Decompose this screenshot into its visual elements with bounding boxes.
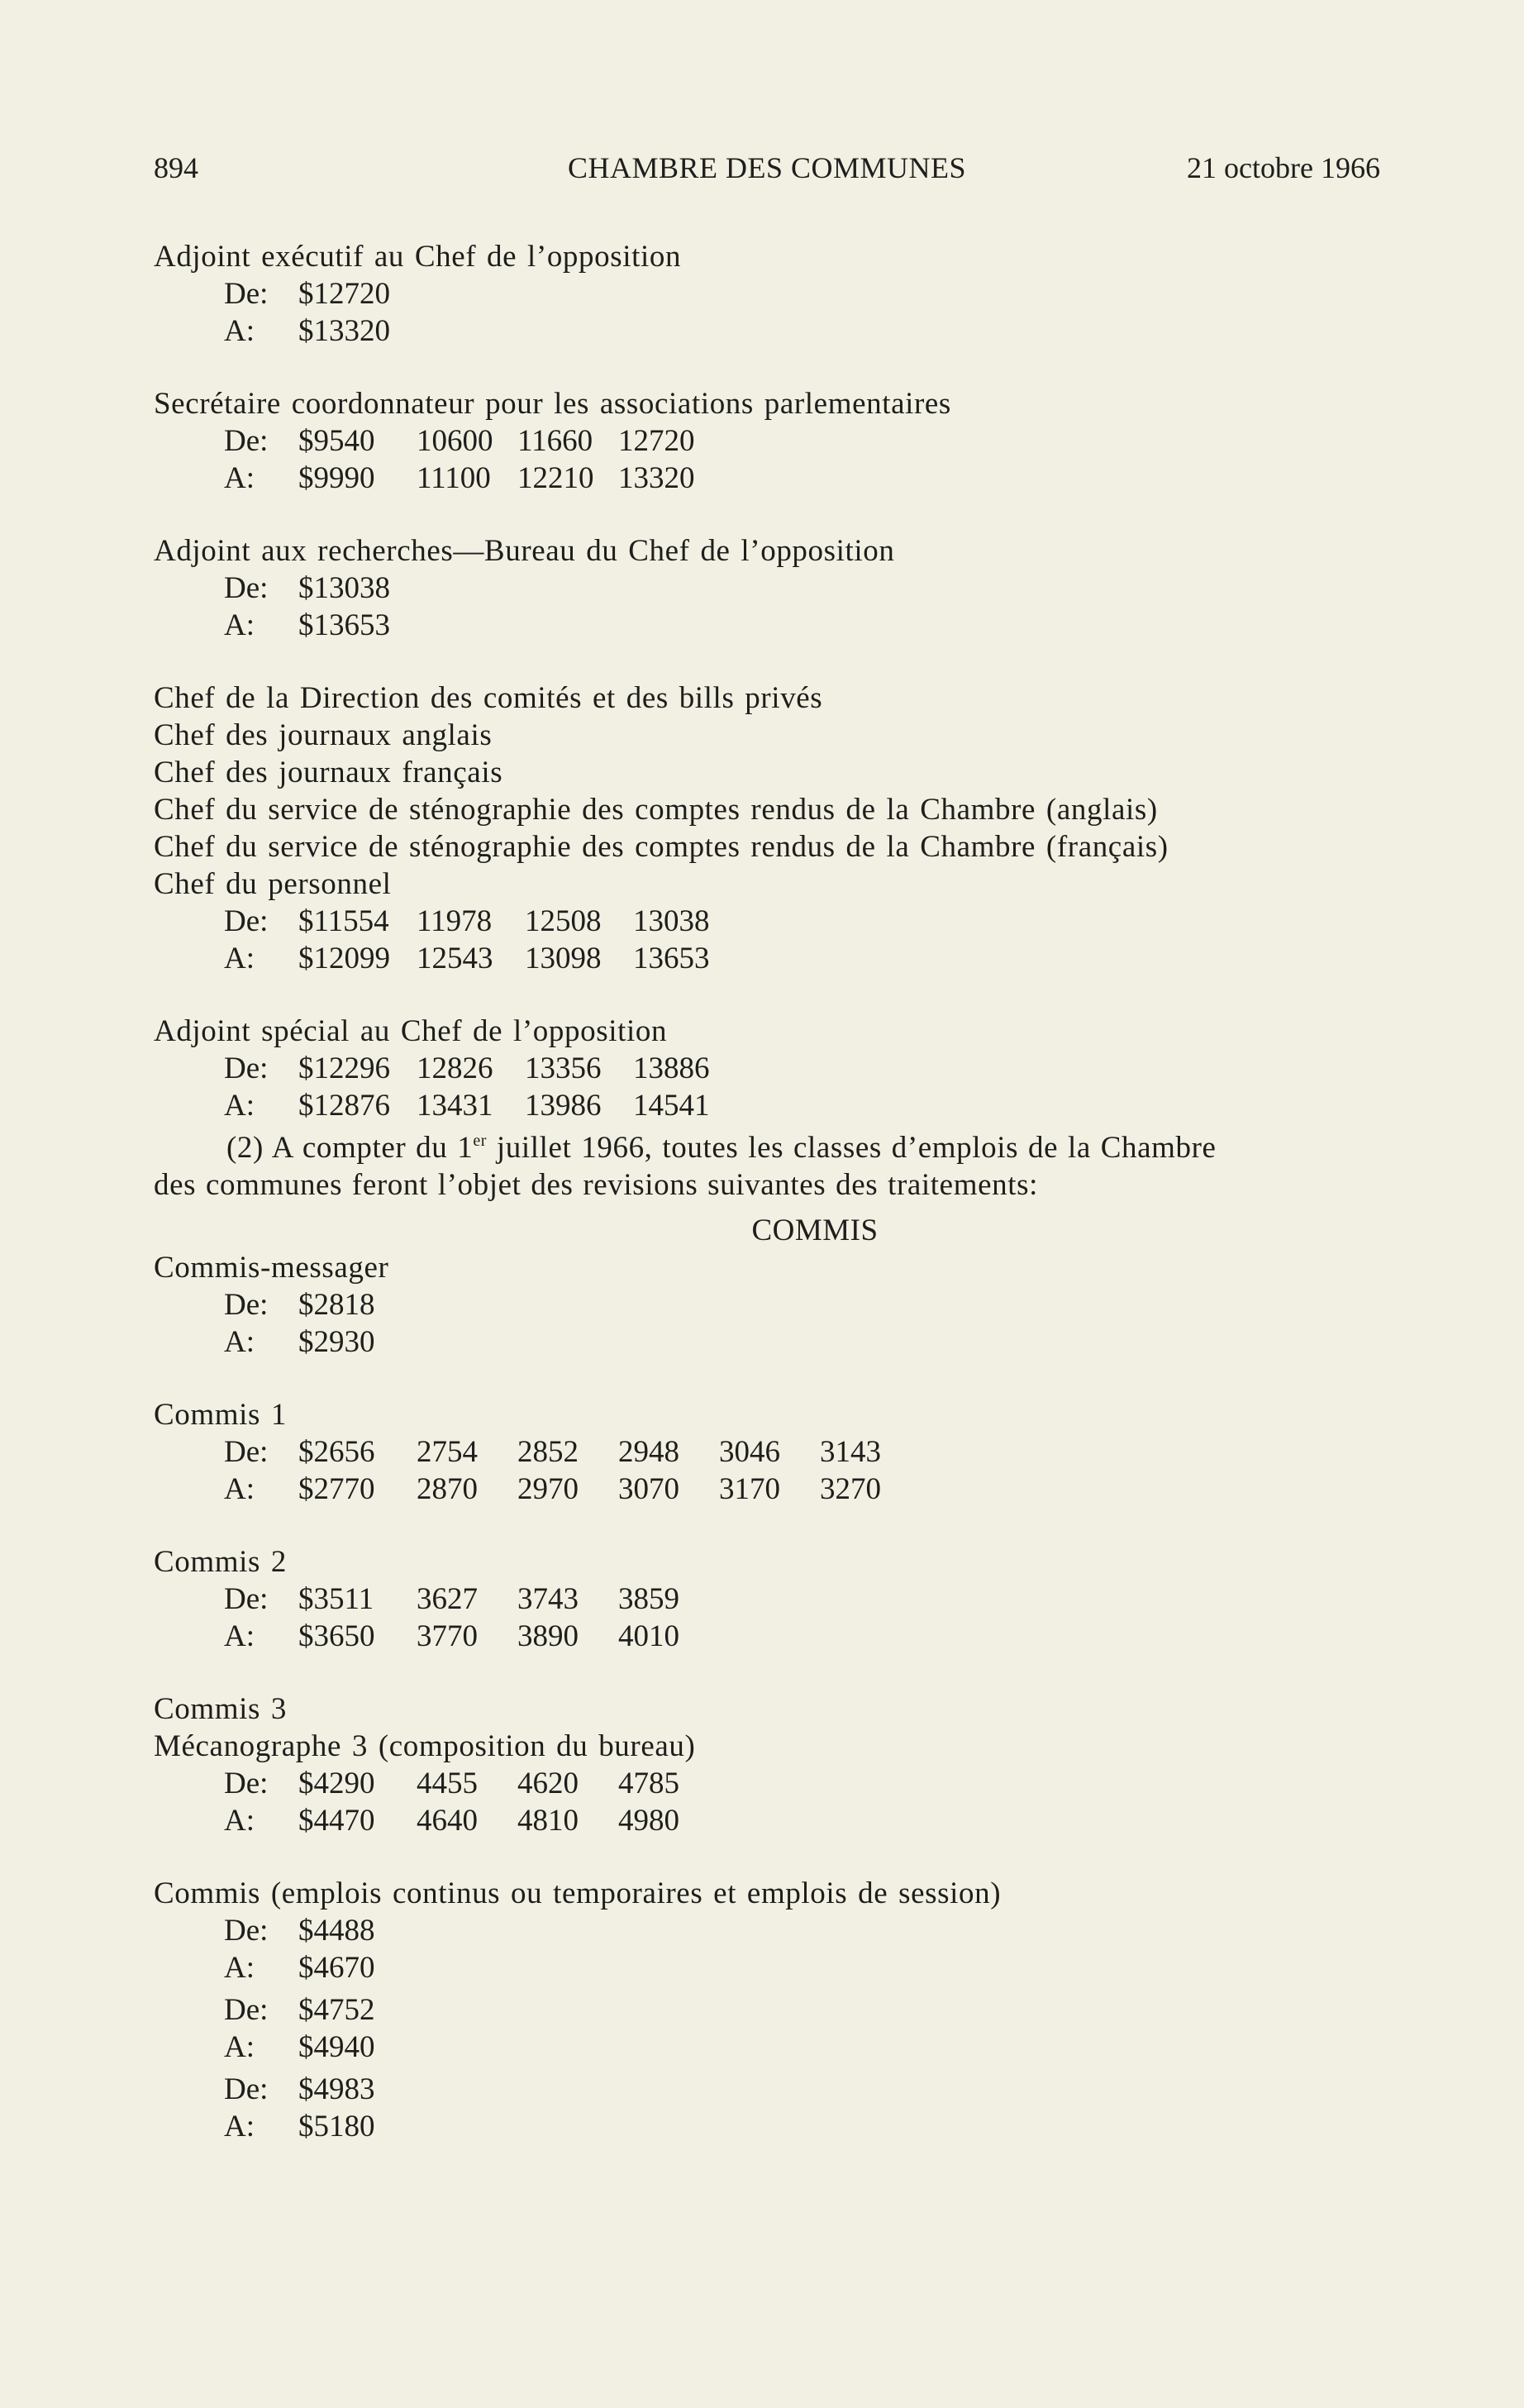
position-title: Commis 3 [154,1692,287,1726]
rate-value: 3143 [820,1435,881,1469]
section-heading: COMMIS [751,1214,879,1247]
running-title: CHAMBRE DES COMMUNES [567,151,967,184]
position-title: Adjoint spécial au Chef de l’opposition [154,1014,668,1048]
rate-row-de [154,422,1385,460]
rate-value: $12099 [298,942,390,975]
a-label: A: [224,608,255,642]
rate-value: 2948 [618,1435,679,1469]
rate-value: $12876 [298,1089,390,1123]
rate-value: $3511 [298,1582,374,1616]
rate-value: 3743 [517,1582,579,1616]
rate-value: 10600 [417,424,493,458]
rate-value: $4670 [298,1951,375,1985]
rate-row-de [154,1286,1385,1323]
rate-value: 3270 [820,1472,881,1506]
page-date: 21 octobre 1966 [1187,151,1380,184]
rate-value: 13038 [633,904,710,938]
rate-value: $4488 [298,1914,375,1948]
rate-value: 4640 [417,1804,478,1838]
rate-value: 12508 [525,904,602,938]
rate-value: $13038 [298,571,390,605]
rate-value: 12826 [417,1051,493,1085]
position-title: Chef du personnel [154,867,392,901]
page-header [154,150,1380,192]
rate-value: 2754 [417,1435,478,1469]
de-label: De: [224,1051,269,1085]
a-label: A: [224,1804,255,1838]
rate-value: $4983 [298,2072,375,2106]
paragraph-line: des communes feront l’objet des revisions suivantes des traitements: [154,1168,1038,1202]
rate-value: $9990 [298,461,375,495]
rate-value: 12720 [618,424,695,458]
rate-value: $5180 [298,2110,375,2143]
rate-value: 13986 [525,1089,602,1123]
rate-value: $2818 [298,1288,375,1322]
rate-value: 3046 [719,1435,780,1469]
rate-value: 13431 [417,1089,493,1123]
a-label: A: [224,314,255,348]
rate-row-a [154,1471,1385,1508]
position-title: Chef du service de sténographie des comptes rendus de la Chambre (anglais) [154,793,1158,827]
rate-value: 3890 [517,1619,579,1653]
position-title: Commis-messager [154,1251,389,1285]
de-label: De: [224,1914,269,1948]
body-paragraph [154,1129,1385,1204]
position-title: Chef des journaux français [154,756,503,789]
rate-value: 3070 [618,1472,679,1506]
rate-value: 11660 [517,424,593,458]
rate-row-de [154,1991,1385,2029]
rate-value: 2970 [517,1472,579,1506]
rate-value: 13098 [525,942,602,975]
rate-row-a [154,1949,1385,1986]
rate-value: $9540 [298,424,375,458]
rate-value: $11554 [298,904,389,938]
a-label: A: [224,942,255,975]
rate-value: 2852 [517,1435,579,1469]
rate-value: $4940 [298,2030,375,2064]
rate-row-de [154,903,1385,940]
rate-row-a [154,460,1385,497]
rate-value: 11100 [417,461,491,495]
a-label: A: [224,461,255,495]
de-label: De: [224,571,269,605]
position-title: Mécanographe 3 (composition du bureau) [154,1729,696,1763]
rate-value: 4620 [517,1767,579,1800]
paragraph-line: (2) A compter du 1er juillet 1966, toutes les classes d’emplois de la Chambre [226,1131,1217,1165]
rate-value: $13653 [298,608,390,642]
position-title: Chef des journaux anglais [154,718,493,752]
rate-row-de [154,570,1385,607]
position-title: Commis 1 [154,1398,287,1432]
ordinal-superscript: er [473,1132,488,1150]
position-title: Secrétaire coordonnateur pour les associations parlementaires [154,387,951,421]
rate-value: 4010 [618,1619,679,1653]
rate-row-de [154,1433,1385,1471]
rate-row-a [154,312,1385,350]
position-title: Commis 2 [154,1545,287,1579]
a-label: A: [224,2110,255,2143]
a-label: A: [224,2030,255,2064]
rate-value: $4470 [298,1804,375,1838]
rate-row-a [154,2029,1385,2066]
de-label: De: [224,2072,269,2106]
rate-value: 4980 [618,1804,679,1838]
position-title: Adjoint aux recherches—Bureau du Chef de l’opposition [154,534,895,568]
a-label: A: [224,1619,255,1653]
a-label: A: [224,1951,255,1985]
a-label: A: [224,1089,255,1123]
rate-value: $3650 [298,1619,375,1653]
rate-value: 2870 [417,1472,478,1506]
rate-value: 4810 [517,1804,579,1838]
rate-value: 14541 [633,1089,710,1123]
rate-row-a [154,2108,1385,2145]
de-label: De: [224,1288,269,1322]
rate-value: 13653 [633,942,710,975]
position-title: Chef du service de sténographie des comptes rendus de la Chambre (français) [154,830,1169,864]
page-number: 894 [154,151,198,184]
rate-row-de [154,1912,1385,1949]
de-label: De: [224,424,269,458]
position-title: Adjoint exécutif au Chef de l’opposition [154,240,682,274]
rate-value: 11978 [417,904,493,938]
de-label: De: [224,1435,269,1469]
de-label: De: [224,1993,269,2027]
de-label: De: [224,904,269,938]
rate-value: 3859 [618,1582,679,1616]
rate-row-de [154,1581,1385,1618]
rate-row-a [154,1618,1385,1655]
rate-row-de [154,1765,1385,1802]
rate-row-de [154,275,1385,312]
rate-value: 13356 [525,1051,602,1085]
rate-value: 13886 [633,1051,710,1085]
de-label: De: [224,277,269,311]
rate-value: $12296 [298,1051,390,1085]
rate-value: 3170 [719,1472,780,1506]
rate-value: $4752 [298,1993,375,2027]
rate-value: 13320 [618,461,695,495]
rate-value: 12210 [517,461,594,495]
rate-value: $13320 [298,314,390,348]
rate-value: $12720 [298,277,390,311]
rate-value: $4290 [298,1767,375,1800]
rate-value: $2930 [298,1325,375,1359]
rate-value: $2770 [298,1472,375,1506]
position-title: Commis (emplois continus ou temporaires et emplois de session) [154,1876,1002,1910]
de-label: De: [224,1582,269,1616]
a-label: A: [224,1472,255,1506]
rate-value: $2656 [298,1435,375,1469]
a-label: A: [224,1325,255,1359]
rate-value: 12543 [417,942,493,975]
rate-row-a [154,940,1385,977]
rate-row-de [154,2071,1385,2108]
position-title: Chef de la Direction des comités et des bills privés [154,681,823,715]
rate-value: 3770 [417,1619,478,1653]
rate-value: 3627 [417,1582,478,1616]
document-body [154,238,1385,2145]
rate-row-a [154,1087,1385,1124]
de-label: De: [224,1767,269,1800]
rate-row-a [154,1323,1385,1361]
rate-row-a [154,607,1385,644]
rate-value: 4785 [618,1767,679,1800]
rate-row-a [154,1802,1385,1839]
rate-row-de [154,1050,1385,1087]
rate-value: 4455 [417,1767,478,1800]
